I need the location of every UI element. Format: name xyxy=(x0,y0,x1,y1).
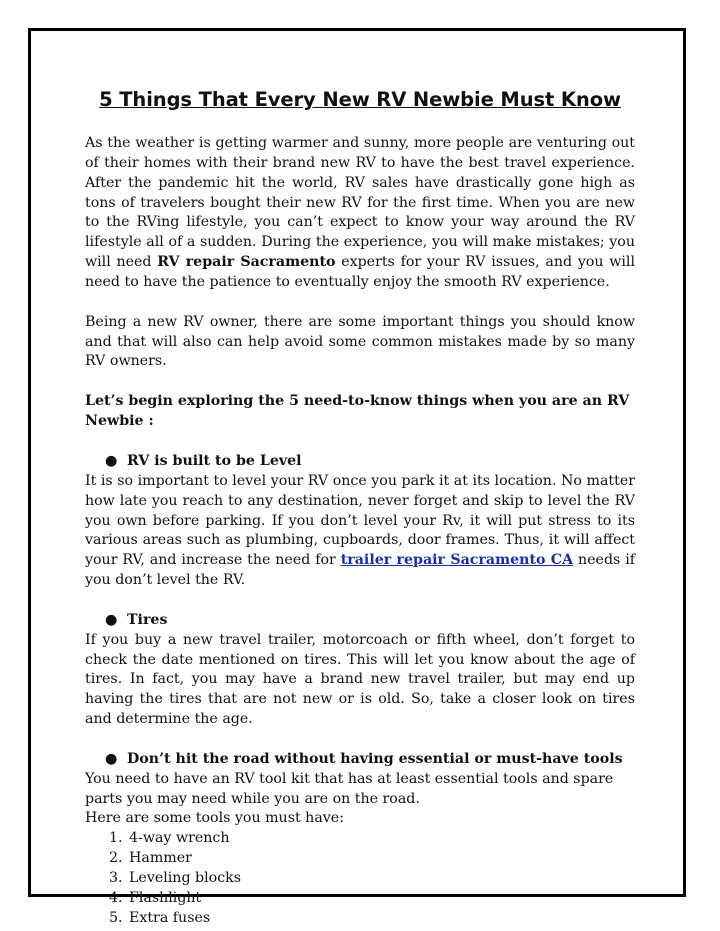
list-item: 1. 4-way wrench xyxy=(127,829,635,849)
list-item: 4. Flashlight xyxy=(127,889,635,909)
section-body-level xyxy=(85,472,635,591)
trailer-repair-link[interactable]: trailer repair Sacramento CA xyxy=(340,552,574,569)
tools-list xyxy=(85,829,635,928)
tools-list-intro: Here are some tools you must have: xyxy=(85,810,344,827)
section-body-tools: You need to have an RV tool kit that has at least essential tools and spare parts you may need while you are on the road. xyxy=(85,770,614,807)
section-heading-text: Tires xyxy=(127,611,168,628)
section-heading-text: Don’t hit the road without having essential or must-have tools xyxy=(127,750,623,767)
section-heading-tools xyxy=(85,750,635,770)
lead-line xyxy=(85,392,635,432)
list-item: 2. Hammer xyxy=(127,849,635,869)
page-title: 5 Things That Every New RV Newbie Must Know xyxy=(99,88,621,111)
lead-text: Let’s begin exploring the 5 need-to-know things when you are an RV Newbie : xyxy=(85,393,630,430)
section-text-end: needs if you don’t level the RV. xyxy=(85,552,635,589)
section-text-start: It is so important to level your RV once you park it at its location. No matter how late you reach to any destination, never forget and skip to level the RV you own before parking. If you don’t level your Rv, it will put stress to its various areas such as plumbing, cupboards, door frames. Thus, it will affect your RV, and increase the need for xyxy=(85,472,635,569)
list-item: 5. Extra fuses xyxy=(127,909,635,929)
list-item: 3. Leveling blocks xyxy=(127,869,635,889)
intro-text-start: As the weather is getting warmer and sunny, more people are venturing out of their homes with their brand new RV to have the best travel experience. After the pandemic hit the world, RV sales have drastically gone high as tons of travelers bought their new RV for the first time. When you are new to the RVing lifestyle, you can’t expect to know your way around the RV lifestyle all of a sudden. During the experience, you will make mistakes; you will need xyxy=(85,135,635,271)
intro-paragraph xyxy=(85,134,635,293)
section-heading-text: RV is built to be Level xyxy=(127,452,302,469)
section-heading-level xyxy=(85,452,635,472)
bullet-icon: ● xyxy=(105,452,118,469)
bullet-icon: ● xyxy=(105,611,118,628)
intro-text-end: experts for your RV issues, and you will need to have the patience to eventually enjoy the smooth RV experience. xyxy=(85,254,636,290)
owner-paragraph: Being a new RV owner, there are some important things you should know and that will also can help avoid some common mistakes made by so many RV owners. xyxy=(85,313,635,370)
document-body xyxy=(85,86,635,929)
section-heading-tires xyxy=(85,611,635,631)
section-body-tires: If you buy a new travel trailer, motorcoach or fifth wheel, don’t forget to check the date mentioned on tires. This will let you know about the age of tires. In fact, you may have a brand new travel trailer, but may end up having the tires that are not new or is old. So, take a closer look on tires and determine the age. xyxy=(85,631,635,728)
intro-bold-keyword: RV repair Sacramento xyxy=(157,254,336,271)
bullet-icon: ● xyxy=(105,750,118,767)
